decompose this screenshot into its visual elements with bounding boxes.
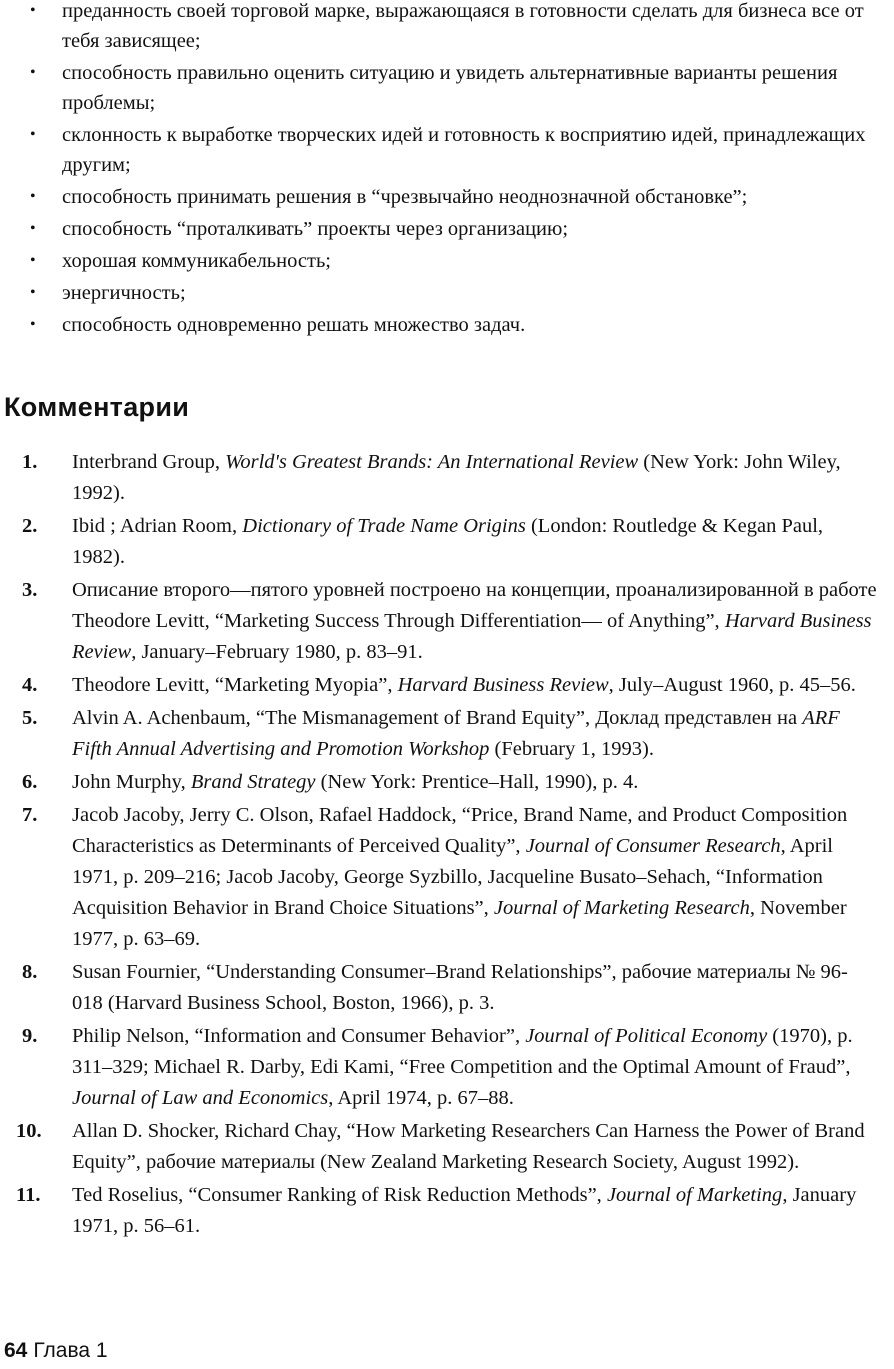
bullet-text: хорошая коммуникабельность;	[62, 250, 331, 272]
reference-text: John Murphy,	[72, 771, 191, 793]
bullet-dot-icon: •	[30, 2, 36, 19]
reference-number: 1.	[22, 451, 38, 473]
reference-text: , July–August 1960, p. 45–56.	[608, 674, 856, 696]
reference-source-title: Journal of Marketing Research	[493, 897, 750, 919]
reference-number: 6.	[22, 771, 38, 793]
reference-item	[0, 670, 894, 701]
reference-text: Описание второго—пятого уровней построено на концепции, проанализированной в работе Theodore Levitt, “Marketing Success Through Differentiation— of Anything”,	[72, 579, 877, 632]
page-footer	[4, 1338, 108, 1364]
bullet-item	[0, 278, 894, 308]
reference-number: 11.	[16, 1184, 41, 1206]
bullet-item	[0, 58, 894, 118]
reference-text: Ibid ; Adrian Room,	[72, 515, 243, 537]
reference-text: , April 1971, p. 209–216; Jacob Jacoby, George Syzbillo, Jacqueline Busato–Sehach, “Information Acquisition Behavior in Brand Choice Situations”,	[72, 835, 833, 919]
reference-number: 5.	[22, 707, 38, 729]
reference-source-title: Harvard Business Review	[397, 674, 609, 696]
reference-source-title: Harvard Business Review	[72, 610, 872, 663]
reference-source-title: Journal of Marketing	[606, 1184, 783, 1206]
bullet-text: энергичность;	[62, 282, 186, 304]
bullet-item	[0, 310, 894, 340]
page-number: 64	[4, 1339, 28, 1362]
reference-number: 2.	[22, 515, 38, 537]
reference-text: Ted Roselius, “Consumer Ranking of Risk Reduction Methods”,	[72, 1184, 607, 1206]
reference-source-title: Journal of Political Economy	[525, 1025, 768, 1047]
reference-text: (February 1, 1993).	[489, 738, 654, 760]
reference-text: Jacob Jacoby, Jerry C. Olson, Rafael Haddock, “Price, Brand Name, and Product Composition Characteristics as Determinants of Perceived Quality”,	[72, 804, 848, 857]
reference-text: , April 1974, p. 67–88.	[328, 1087, 514, 1109]
reference-item	[0, 575, 894, 668]
reference-text: , January 1971, p. 56–61.	[72, 1184, 857, 1237]
bullet-text: преданность своей торговой марке, выражающаяся в готовности сделать для бизнеса все от тебя зависящее;	[62, 0, 864, 52]
reference-item	[0, 767, 894, 798]
reference-item	[0, 1180, 894, 1242]
reference-item	[0, 800, 894, 955]
reference-text: Allan D. Shocker, Richard Chay, “How Marketing Researchers Can Harness the Power of Brand Equity”, рабочие материалы (New Zealand Marketing Research Society, August 1992).	[72, 1120, 865, 1173]
reference-text: Interbrand Group,	[72, 451, 226, 473]
reference-number: 3.	[22, 579, 38, 601]
bullet-text: склонность к выработке творческих идей и готовность к восприятию идей, принадлежащих другим;	[62, 124, 866, 176]
bullet-item	[0, 214, 894, 244]
reference-text: (1970), p. 311–329; Michael R. Darby, Edi Kami, “Free Competition and the Optimal Amount of Fraud”,	[72, 1025, 853, 1078]
reference-text: (London: Routledge & Kegan Paul, 1982).	[72, 515, 824, 568]
bullet-dot-icon: •	[30, 188, 36, 205]
reference-source-title: Journal of Consumer Research	[525, 835, 781, 857]
qualities-bullet-list	[0, 0, 894, 342]
bullet-item	[0, 182, 894, 212]
reference-source-title: Brand Strategy	[190, 771, 316, 793]
reference-number: 10.	[16, 1120, 42, 1142]
bullet-text: способность правильно оценить ситуацию и увидеть альтернативные варианты решения проблемы;	[62, 62, 838, 114]
reference-text: Alvin A. Achenbaum, “The Mismanagement of Brand Equity”, Доклад представлен на	[72, 707, 803, 729]
reference-source-title: Dictionary of Trade Name Origins	[242, 515, 526, 537]
bullet-item	[0, 0, 894, 56]
bullet-dot-icon: •	[30, 126, 36, 143]
reference-text: (New York: John Wiley, 1992).	[72, 451, 841, 504]
bullet-dot-icon: •	[30, 220, 36, 237]
reference-item	[0, 1021, 894, 1114]
bullet-dot-icon: •	[30, 284, 36, 301]
reference-number: 7.	[22, 804, 38, 826]
bullet-dot-icon: •	[30, 316, 36, 333]
chapter-label: Глава 1	[33, 1339, 108, 1362]
bullet-dot-icon: •	[30, 64, 36, 81]
reference-number: 8.	[22, 961, 38, 983]
reference-item	[0, 703, 894, 765]
bullet-item	[0, 120, 894, 180]
reference-item	[0, 447, 894, 509]
bullet-item	[0, 246, 894, 276]
reference-text: Theodore Levitt, “Marketing Myopia”,	[72, 674, 398, 696]
reference-text: (New York: Prentice–Hall, 1990), p. 4.	[315, 771, 639, 793]
section-title: Комментарии	[4, 392, 190, 422]
reference-item	[0, 1116, 894, 1178]
reference-source-title: Journal of Law and Economics	[72, 1087, 329, 1109]
references-list	[0, 447, 894, 1244]
bullet-text: способность одновременно решать множество задач.	[62, 314, 526, 336]
bullet-text: способность принимать решения в “чрезвычайно неоднозначной обстановке”;	[62, 186, 748, 208]
reference-text: , November 1977, p. 63–69.	[72, 897, 847, 950]
reference-item	[0, 957, 894, 1019]
reference-source-title: World's Greatest Brands: An International Review	[225, 451, 639, 473]
bullet-dot-icon: •	[30, 252, 36, 269]
reference-text: Susan Fournier, “Understanding Consumer–Brand Relationships”, рабочие материалы № 96-018 (Harvard Business School, Boston, 1966), p. 3.	[72, 961, 848, 1014]
reference-source-title: ARF Fifth Annual Advertising and Promotion Workshop	[72, 707, 840, 760]
bullet-text: способность “проталкивать” проекты через организацию;	[62, 218, 569, 240]
reference-item	[0, 511, 894, 573]
reference-text: , January–February 1980, p. 83–91.	[131, 641, 423, 663]
reference-text: Philip Nelson, “Information and Consumer Behavior”,	[72, 1025, 526, 1047]
reference-number: 9.	[22, 1025, 38, 1047]
reference-number: 4.	[22, 674, 38, 696]
